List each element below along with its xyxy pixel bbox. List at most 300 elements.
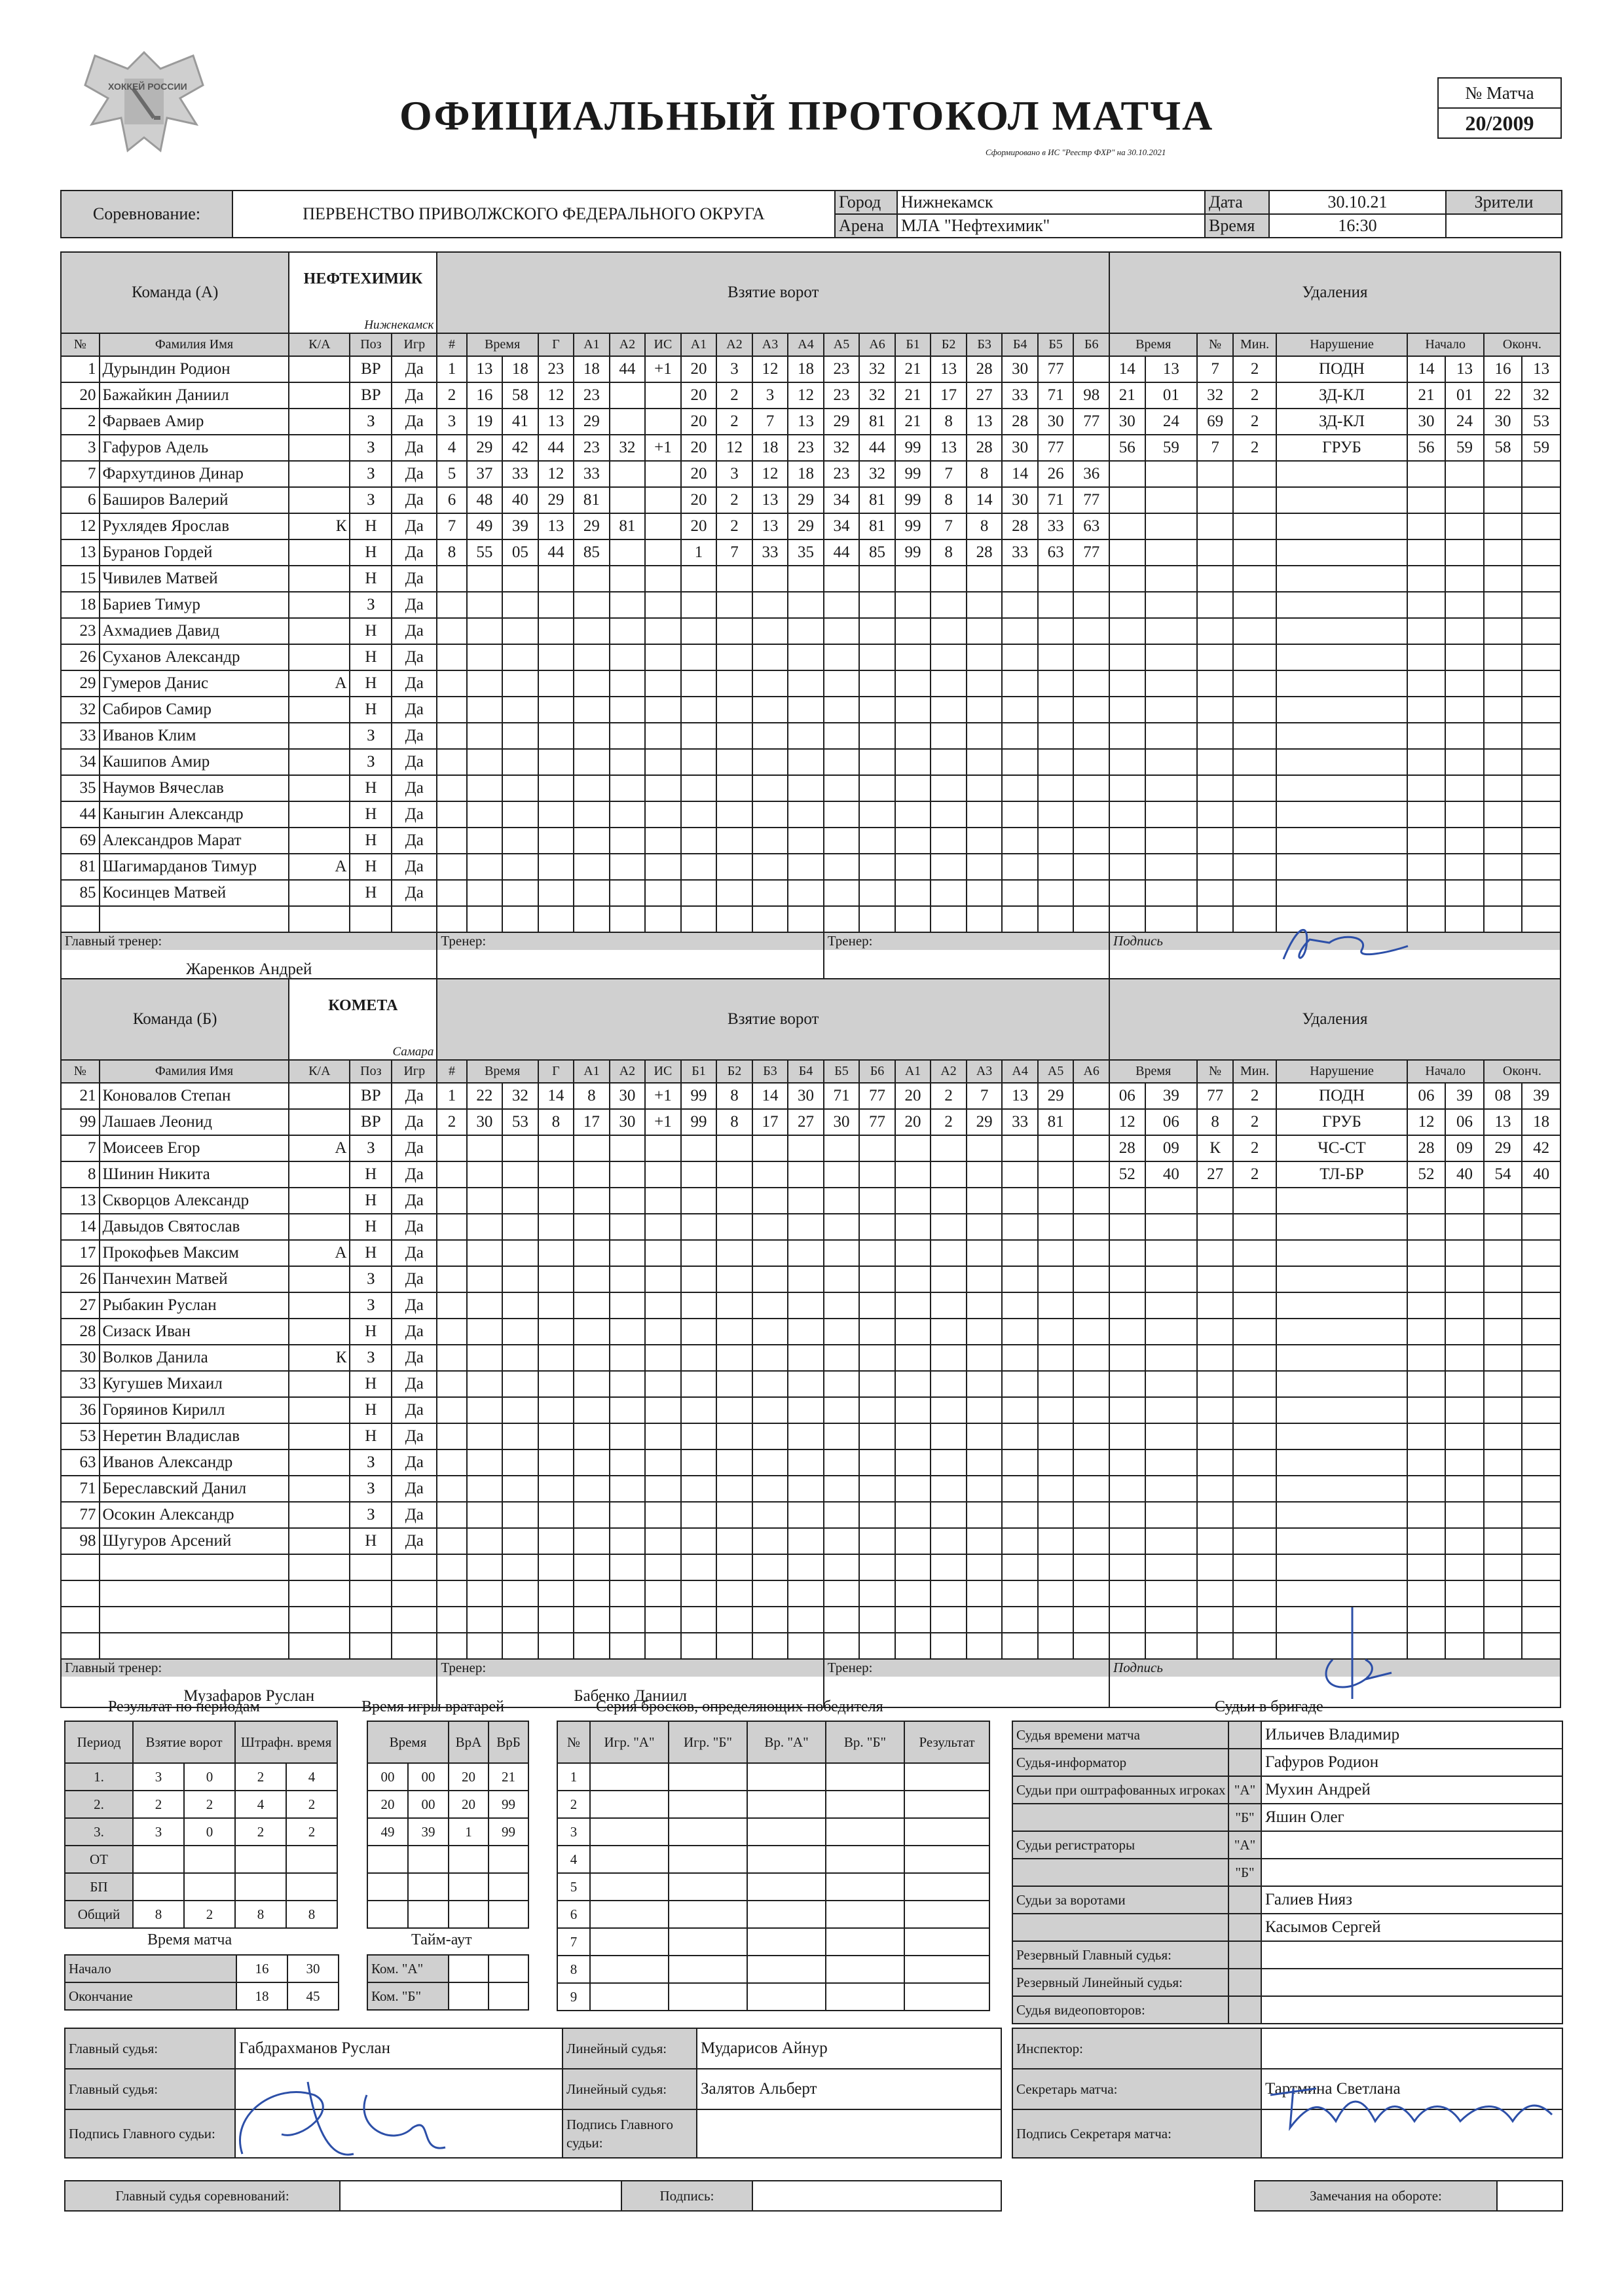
a-goal-cell [788,723,824,749]
b-goal-cell [502,1423,538,1449]
b-goal-cell [467,1161,503,1188]
a-goal-cell [538,670,574,697]
a-goal-cell [502,644,538,670]
a-goal-cell [1002,618,1038,644]
a-goal-cell [716,670,752,697]
a-goal-cell: 40 [502,487,538,513]
a-penalty-cell [1145,749,1198,775]
a-penalty-cell: 21 [1109,382,1145,409]
b-penalty-cell [1145,1266,1198,1292]
b-penalty-cell [1197,1371,1233,1397]
b-penalty-cell: 12 [1109,1109,1145,1135]
a-goal-cell [538,828,574,854]
b-goal-cell [574,1554,610,1580]
a-goal-cell [645,539,681,566]
b-goal-cell [467,1240,503,1266]
a-goal-cell [1073,592,1109,618]
a-player-role [289,644,350,670]
a-goal-cell: 8 [931,539,967,566]
gk-cell: 49 [367,1818,408,1846]
a-h-g_time: Время [467,333,538,356]
a-player-role [289,356,350,382]
b-penalty-cell [1484,1528,1522,1554]
official-role: Судья времени матча [1012,1721,1228,1749]
b-goal-cell: 2 [437,1109,466,1135]
a-penalty-cell: 24 [1445,409,1484,435]
a-goal-cell: 30 [1002,487,1038,513]
shootout-num: 4 [557,1846,590,1873]
gk-row [367,1818,528,1846]
b-goal-cell [788,1476,824,1502]
a-penalty-cell: ЗД-КЛ [1276,409,1407,435]
b-h-pen_start: Начало [1407,1060,1484,1083]
a-goal-cell [645,854,681,880]
b-goal-cell [645,1135,681,1161]
a-penalty-cell [1445,854,1484,880]
gk-cell: 99 [489,1818,528,1846]
b-goal-cell [610,1397,646,1423]
a-penalty-cell [1276,854,1407,880]
b-goal-cell [502,1371,538,1397]
b-h-ka: К/А [289,1060,350,1083]
a-penalty-cell [1407,749,1446,775]
b-penalty-cell [1197,1292,1233,1319]
b-goal-cell [610,1502,646,1528]
official-row [1012,1969,1562,1996]
a-player-name: Чивилев Матвей [100,566,289,592]
a-goal-cell: 63 [1073,513,1109,539]
b-goal-cell: 13 [1002,1083,1038,1109]
b-goal-cell [1002,1633,1038,1659]
b-goal-cell [467,1449,503,1476]
b-goal-cell [538,1554,574,1580]
b-penalty-cell [1233,1188,1276,1214]
shootout-num: 8 [557,1956,590,1983]
b-goal-cell [716,1528,752,1554]
b-goal-cell [1002,1607,1038,1633]
a-penalty-cell [1276,539,1407,566]
b-goal-cell [1038,1371,1074,1397]
a-penalty-cell [1109,592,1145,618]
a-goal-cell: 77 [1038,435,1074,461]
a-goal-cell [574,670,610,697]
b-goal-cell [752,1397,788,1423]
a-penalty-cell [1407,592,1446,618]
b-goal-cell: 30 [788,1083,824,1109]
b-goal-cell [681,1423,717,1449]
period-cell: 8 [133,1901,184,1928]
a-penalties-section: Удаления [1109,252,1560,333]
a-player-position [350,906,392,932]
a-player-position: З [350,749,392,775]
a-penalty-cell [1522,644,1560,670]
a-player-played: Да [392,461,437,487]
b-goal-cell: 29 [1038,1083,1074,1109]
b-goal-cell [1073,1135,1109,1161]
a-player-name: Косинцев Матвей [100,880,289,906]
b-goal-cell [895,1319,931,1345]
b-penalty-cell: 42 [1522,1135,1560,1161]
b-penalty-cell [1484,1607,1522,1633]
b-penalty-cell [1484,1633,1522,1659]
a-penalty-cell [1445,670,1484,697]
a-goal-cell: 44 [859,435,895,461]
b-goal-cell [610,1345,646,1371]
b-player-name: Рыбакин Руслан [100,1292,289,1319]
a-penalty-cell: 2 [1233,356,1276,382]
gk-cell: 1 [449,1818,489,1846]
line-referee-2: Залятов Альберт [697,2069,1001,2109]
b-penalty-cell [1109,1266,1145,1292]
b-penalty-cell [1197,1214,1233,1240]
b-goal-cell [645,1502,681,1528]
b-penalty-cell [1145,1319,1198,1345]
a-h-first-3: А3 [752,333,788,356]
a-goal-cell: 32 [610,435,646,461]
b-h-a2: А2 [610,1060,646,1083]
b-goal-cell [967,1476,1003,1502]
a-player-role [289,618,350,644]
a-goal-cell [467,697,503,723]
b-goal-cell [502,1554,538,1580]
shootout-cell [747,1791,826,1818]
a-penalty-cell [1407,723,1446,749]
a-penalty-cell [1445,592,1484,618]
a-penalty-cell [1522,828,1560,854]
b-h-player_name: Фамилия Имя [100,1060,289,1083]
a-goal-cell [859,618,895,644]
b-player-role [289,1580,350,1607]
shootout-num: 5 [557,1873,590,1901]
time-label: Время [1205,214,1269,238]
b-goal-cell [788,1292,824,1319]
official-name [1261,1969,1562,1996]
a-penalty-cell [1522,880,1560,906]
b-goal-cell [1038,1423,1074,1449]
b-goal-cell [752,1554,788,1580]
a-player-played: Да [392,880,437,906]
b-goal-cell [610,1188,646,1214]
a-goal-cell: 7 [437,513,466,539]
b-player-name [100,1633,289,1659]
a-goal-cell [502,670,538,697]
b-penalty-cell [1276,1528,1407,1554]
b-goal-cell [538,1214,574,1240]
shootout-cell [669,1873,747,1901]
a-goal-cell: 13 [752,487,788,513]
b-player-role [289,1214,350,1240]
a-player-position: З [350,461,392,487]
b-goal-cell [437,1319,466,1345]
b-goal-cell [574,1449,610,1476]
a-goal-cell: 49 [467,513,503,539]
a-penalty-cell [1484,487,1522,513]
a-goal-cell [895,828,931,854]
a-penalty-cell [1109,828,1145,854]
a-penalty-cell [1145,539,1198,566]
a-goal-cell [824,723,860,749]
b-penalty-cell [1109,1580,1145,1607]
b-player-name: Сизаск Иван [100,1319,289,1345]
a-goal-cell [824,906,860,932]
a-goal-cell [1073,854,1109,880]
b-goal-cell [437,1449,466,1476]
a-goal-cell [788,592,824,618]
a-penalty-cell: 01 [1445,382,1484,409]
b-goal-cell [467,1135,503,1161]
b-penalty-cell [1522,1188,1560,1214]
official-row [1012,1996,1562,2024]
a-player-name: Буранов Гордей [100,539,289,566]
b-penalty-cell [1145,1423,1198,1449]
a-goal-cell: 21 [895,356,931,382]
a-goal-cell: 71 [1038,382,1074,409]
b-player-played: Да [392,1449,437,1476]
b-h-second-2: А2 [931,1060,967,1083]
shootout-cell [590,1956,669,1983]
a-goal-cell [574,618,610,644]
a-player-name: Рухлядев Ярослав [100,513,289,539]
a-penalty-cell [1484,723,1522,749]
b-penalty-cell: 40 [1445,1161,1484,1188]
b-penalty-cell [1407,1214,1446,1240]
a-player-played: Да [392,618,437,644]
b-player-role [289,1397,350,1423]
a-goal-cell: 32 [859,461,895,487]
a-goal-cell [681,670,717,697]
b-player-position [350,1633,392,1659]
period-cell [133,1873,184,1901]
b-goal-cell [574,1423,610,1449]
a-h-pen_time: Время [1109,333,1197,356]
a-goals-section: Взятие ворот [437,252,1109,333]
a-player-name: Суханов Александр [100,644,289,670]
b-player-role [289,1633,350,1659]
b-goal-cell [574,1240,610,1266]
a-penalty-cell [1407,670,1446,697]
b-penalty-cell [1522,1528,1560,1554]
b-penalty-cell [1109,1319,1145,1345]
a-h-pen_min: Мин. [1233,333,1276,356]
a-goal-cell [502,697,538,723]
a-penalty-cell [1407,566,1446,592]
a-penalty-cell [1407,618,1446,644]
a-goal-cell [788,644,824,670]
a-goal-cell: 1 [437,356,466,382]
a-h-player_name: Фамилия Имя [100,333,289,356]
b-penalty-cell [1407,1397,1446,1423]
b-goal-cell [1002,1371,1038,1397]
b-goal-cell [1038,1319,1074,1345]
a-penalty-cell [1197,644,1233,670]
a-goal-cell: 33 [1038,513,1074,539]
a-penalty-cell [1197,592,1233,618]
b-penalty-cell [1197,1502,1233,1528]
gk-cell: 39 [408,1818,449,1846]
a-player-name: Бариев Тимур [100,592,289,618]
a-player-role [289,487,350,513]
b-goal-cell [681,1554,717,1580]
b-goal-cell [752,1580,788,1607]
a-goal-cell [895,697,931,723]
b-player-position: Н [350,1423,392,1449]
a-goal-cell: 23 [574,382,610,409]
a-goal-cell [716,775,752,801]
a-goal-cell [645,618,681,644]
main-referee-label-1: Главный судья: [65,2028,235,2069]
a-penalty-cell [1197,618,1233,644]
a-goal-cell [437,697,466,723]
b-penalty-cell [1109,1397,1145,1423]
shootout-num: 1 [557,1763,590,1791]
a-goal-cell [824,697,860,723]
b-player-row [61,1266,1560,1292]
a-goal-cell [1038,880,1074,906]
a-goal-cell [1038,801,1074,828]
b-player-number: 63 [61,1449,100,1476]
a-goal-cell [895,618,931,644]
b-goal-cell [859,1319,895,1345]
a-penalty-cell [1197,828,1233,854]
b-goal-cell [859,1476,895,1502]
b-goal-cell [502,1449,538,1476]
b-goal-cell [1073,1449,1109,1476]
match-end-h: 18 [236,1982,287,2010]
a-goal-cell: 20 [681,409,717,435]
a-goal-cell: 44 [538,539,574,566]
b-penalty-cell: ТЛ-БР [1276,1161,1407,1188]
b-penalty-cell [1233,1292,1276,1319]
b-goal-cell [716,1266,752,1292]
a-goal-cell [859,775,895,801]
a-goal-cell [716,697,752,723]
a-goal-cell [931,723,967,749]
b-goal-cell [574,1502,610,1528]
period-cell: 2 [184,1901,235,1928]
a-goal-cell [895,566,931,592]
b-player-number: 77 [61,1502,100,1528]
b-goal-cell [716,1240,752,1266]
a-goal-cell [859,697,895,723]
period-cell: 1. [65,1763,133,1791]
a-goal-cell: 29 [467,435,503,461]
a-penalty-cell [1276,487,1407,513]
a-goal-cell [645,906,681,932]
b-player-played: Да [392,1292,437,1319]
b-penalty-cell [1407,1502,1446,1528]
period-cell [235,1873,286,1901]
a-goal-cell: 28 [967,435,1003,461]
b-goal-cell [895,1345,931,1371]
b-h-g_goal: Г [538,1060,574,1083]
b-player-role [289,1292,350,1319]
shootout-cell [904,1791,989,1818]
a-player-name: Ахмадиев Давид [100,618,289,644]
b-player-row [61,1214,1560,1240]
b-goal-cell [752,1292,788,1319]
period-cell: 2 [286,1791,337,1818]
a-goal-cell [610,801,646,828]
b-penalty-cell [1109,1633,1145,1659]
a-penalty-cell [1233,566,1276,592]
a-goal-cell: 17 [931,382,967,409]
timeout-title: Тайм-аут [411,1931,472,1948]
b-penalty-cell [1522,1580,1560,1607]
a-penalty-cell [1445,775,1484,801]
a-goal-cell [681,749,717,775]
a-player-role [289,906,350,932]
b-penalty-cell [1197,1423,1233,1449]
official-role: Резервный Главный судья: [1012,1941,1228,1969]
b-h-first-1: Б1 [681,1060,717,1083]
a-goal-cell: 29 [788,487,824,513]
b-penalty-cell [1145,1292,1198,1319]
a-goal-cell [538,775,574,801]
official-name: Ильичев Владимир [1261,1721,1562,1749]
b-h-second-1: А1 [895,1060,931,1083]
a-player-name: Баширов Валерий [100,487,289,513]
a-player-number: 85 [61,880,100,906]
b-goal-cell [538,1580,574,1607]
b-penalty-cell [1276,1319,1407,1345]
a-goal-cell [502,828,538,854]
shootout-num: 6 [557,1901,590,1928]
b-goal-cell [967,1449,1003,1476]
a-player-number: 18 [61,592,100,618]
b-goal-cell [502,1214,538,1240]
a-player-number: 7 [61,461,100,487]
b-penalty-cell: 39 [1145,1083,1198,1109]
b-team-name: КОМЕТА [328,997,398,1014]
b-penalty-cell [1522,1502,1560,1528]
a-goal-cell [467,801,503,828]
official-row [1012,1941,1562,1969]
a-penalty-cell [1109,801,1145,828]
b-player-role [289,1423,350,1449]
a-penalty-cell [1484,775,1522,801]
b-goal-cell [574,1528,610,1554]
b-goal-cell [716,1554,752,1580]
b-goal-cell [1038,1135,1074,1161]
a-player-played: Да [392,356,437,382]
a-goal-cell [859,880,895,906]
b-goal-cell [502,1161,538,1188]
b-goal-cell [1002,1161,1038,1188]
b-player-number [61,1554,100,1580]
a-penalty-cell [1484,539,1522,566]
a-penalty-cell [1109,539,1145,566]
a-goal-cell [895,644,931,670]
a-h-pos: Поз [350,333,392,356]
b-goal-cell: 99 [681,1109,717,1135]
b-goal-cell [895,1528,931,1554]
spectators-label: Зрители [1446,191,1562,214]
b-penalty-cell [1145,1371,1198,1397]
b-goal-cell [1073,1633,1109,1659]
shootout-num: 9 [557,1983,590,2011]
shootout-cell [826,1818,904,1846]
b-goal-cell: 30 [610,1109,646,1135]
b-penalty-cell [1109,1528,1145,1554]
b-goal-cell [610,1607,646,1633]
b-goal-cell [1002,1554,1038,1580]
a-goal-cell: 77 [1038,356,1074,382]
period-cell [286,1873,337,1901]
a-goal-cell [467,749,503,775]
a-goal-cell [895,854,931,880]
b-goal-cell [467,1345,503,1371]
period-cell: ОТ [65,1846,133,1873]
